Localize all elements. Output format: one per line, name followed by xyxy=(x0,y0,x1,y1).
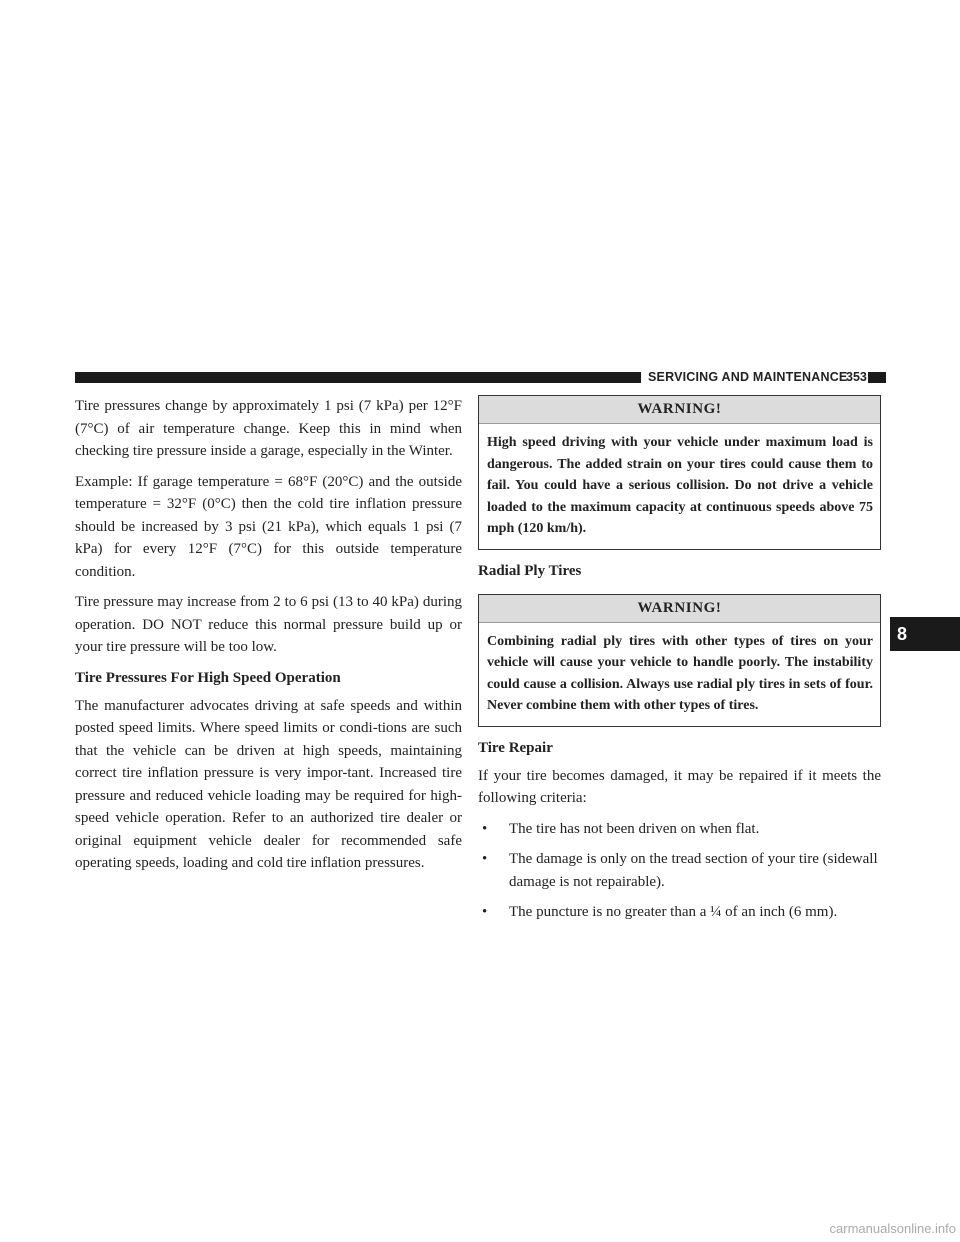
watermark: carmanualsonline.info xyxy=(829,1221,956,1236)
bullet-icon: • xyxy=(482,851,488,867)
chapter-number: 8 xyxy=(896,624,907,644)
warning-title: WARNING! xyxy=(479,595,880,623)
paragraph-repair-criteria: If your tire becomes damaged, it may be repaired if it meets the following criteria: xyxy=(478,767,881,806)
list-item-text: The damage is only on the tread section of your tire (sidewall damage is not repairable). xyxy=(509,851,878,890)
right-column xyxy=(478,395,881,932)
list-item xyxy=(478,848,881,893)
warning-box-high-speed xyxy=(478,395,881,550)
section-title: SERVICING AND MAINTENANCE xyxy=(648,370,848,384)
paragraph-temperature-change: Tire pressures change by approximately 1 psi (7 kPa) per 12°F (7°C) of air temperature change. Keep this in mind when checking tire pressure inside a garage, especially in the Winter. xyxy=(75,398,462,459)
page-number: 353 xyxy=(846,370,867,384)
left-column xyxy=(75,395,462,883)
header-rule-end xyxy=(868,372,886,383)
warning-title: WARNING! xyxy=(479,396,880,424)
paragraph-high-speed: The manufacturer advocates driving at safe speeds and within posted speed limits. Where speed limits or condi-tions are such that the vehicle can be driven at high speeds, maintaining correct tire inflation pressure is very impor-tant. Increased tire pressure and reduced vehicle loading may be required for high-speed vehicle operation. Refer to an authorized tire dealer or original equipment vehicle dealer for recommended safe operating speeds, loading and cold tire inflation pressures. xyxy=(75,697,462,871)
list-item xyxy=(478,901,881,924)
bullet-icon: • xyxy=(482,904,488,920)
header-rule-bar xyxy=(75,372,641,383)
repair-criteria-list xyxy=(478,818,881,924)
list-item xyxy=(478,818,881,841)
heading-tire-repair: Tire Repair xyxy=(478,739,553,756)
paragraph-example: Example: If garage temperature = 68°F (20°C) and the outside temperature = 32°F (0°C) then the cold tire inflation pressure should be increased by 3 psi (21 kPa), which equals 1 psi (7 kPa) for every 12°F (7°C) for this outside temperature condition. xyxy=(75,473,462,580)
warning-text: High speed driving with your vehicle under maximum load is dangerous. The added strain on your tires could cause them to fail. You could have a serious collision. Do not drive a vehicle loaded to the maximum capacity at continuous speeds above 75 mph (120 km/h). xyxy=(487,435,873,536)
paragraph-pressure-increase: Tire pressure may increase from 2 to 6 psi (13 to 40 kPa) during operation. DO NOT reduce this normal pressure build up or your tire pressure will be too low. xyxy=(75,594,462,655)
list-item-text: The tire has not been driven on when flat. xyxy=(509,820,760,837)
heading-radial-ply-tires: Radial Ply Tires xyxy=(478,562,582,579)
list-item-text: The puncture is no greater than a ¼ of an inch (6 mm). xyxy=(509,904,838,920)
warning-box-radial xyxy=(478,594,881,727)
chapter-tab xyxy=(890,617,960,651)
bullet-icon: • xyxy=(482,820,488,837)
heading-high-speed-operation: Tire Pressures For High Speed Operation xyxy=(75,669,341,686)
warning-text: Combining radial ply tires with other types of tires on your vehicle will cause your vehicle to handle poorly. The instability could cause a collision. Always use radial ply tires in sets of four. Never combine them with other types of tires. xyxy=(487,633,873,713)
